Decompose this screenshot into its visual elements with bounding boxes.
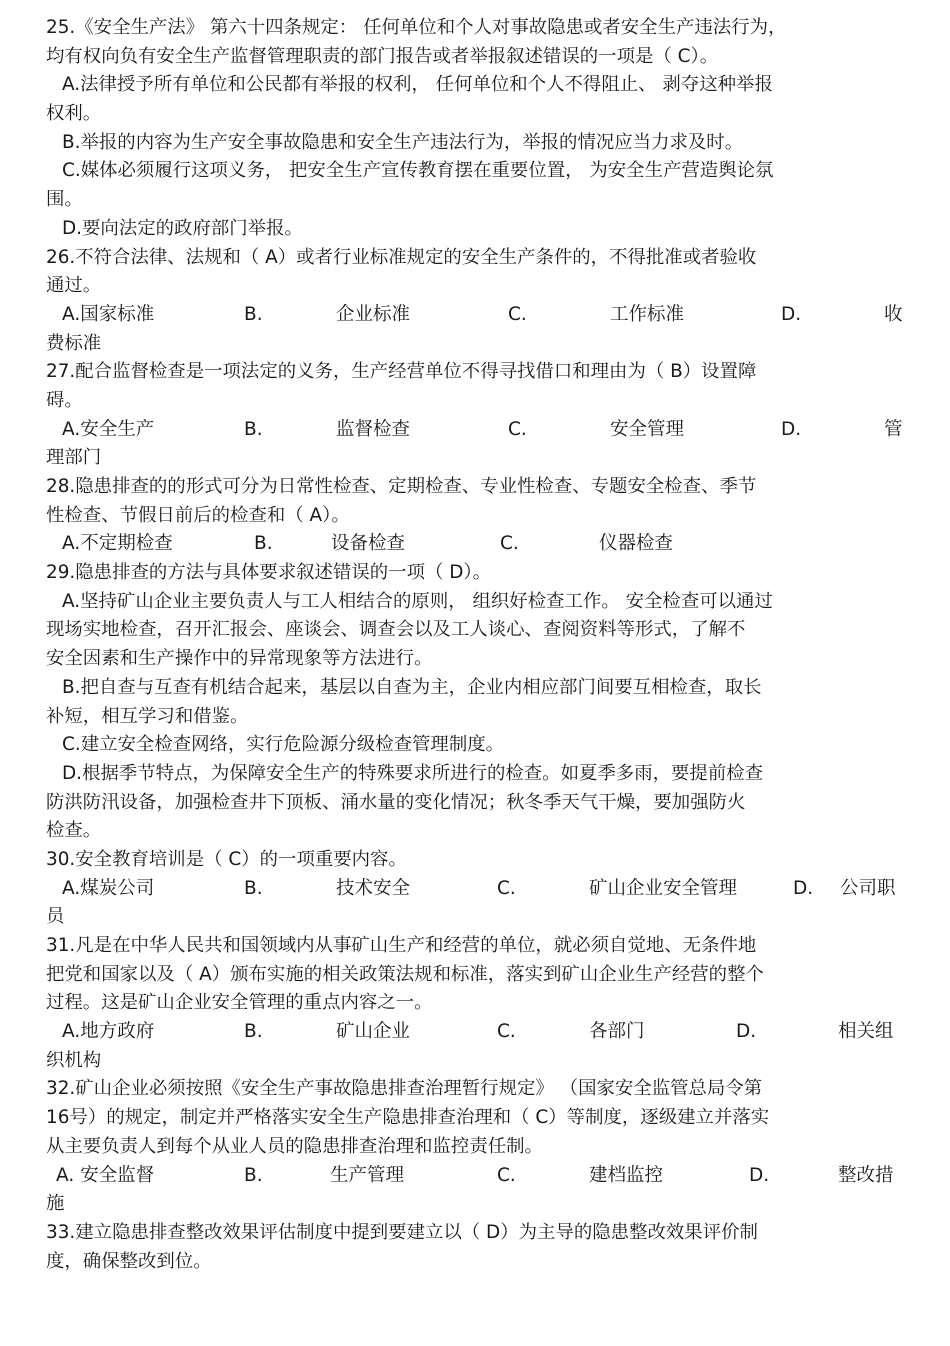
q30-choice-wrap: 员: [46, 906, 65, 928]
q25-option-c-line-2: 围。: [46, 189, 83, 211]
q27-stem-line-2: 碍。: [46, 389, 83, 411]
q28-choice-c-letter: C.: [500, 533, 519, 555]
q31-choice-c-text: 各部门: [589, 1021, 645, 1043]
q30-choice-d-text: 公司职: [840, 877, 896, 899]
q26-choice-b-text: 企业标准: [336, 303, 411, 325]
q29-option-a-line-2: 现场实地检查，召开汇报会、座谈会、调查会以及工人谈心、查阅资料等形式，了解不: [46, 619, 746, 641]
q28-stem-line-2: 性检查、节假日前后的检查和（ A）。: [46, 504, 350, 526]
q29-option-c: C.建立安全检查网络，实行危险源分级检查管理制度。: [62, 734, 505, 756]
q29-option-d-line-2: 防洪防汛设备，加强检查井下顶板、涌水量的变化情况；秋冬季天气干燥，要加强防火: [46, 791, 746, 813]
q26-stem-line-2: 通过。: [46, 275, 102, 297]
q27-choice-d-letter: D.: [781, 418, 802, 440]
q25-option-c-line-1: C.媒体必须履行这项义务， 把安全生产宣传教育摆在重要位置， 为安全生产营造舆论氛: [62, 160, 774, 182]
q27-stem-line-1: 27.配合监督检查是一项法定的义务，生产经营单位不得寻找借口和理由为（ B）设置障: [46, 361, 757, 383]
q33-stem-line-2: 度，确保整改到位。: [46, 1250, 212, 1272]
q28-choice-c-text: 仪器检查: [599, 533, 674, 555]
q29-option-a-line-1: A.坚持矿山企业主要负责人与工人相结合的原则， 组织好检查工作。 安全检查可以通过: [62, 590, 773, 612]
q30-choice-c-letter: C.: [497, 877, 516, 899]
q28-choice-b-letter: B.: [254, 533, 273, 555]
q27-choice-c-letter: C.: [508, 418, 527, 440]
q27-choice-wrap: 理部门: [46, 447, 102, 469]
q31-stem-line-2: 把党和国家以及（ A）颁布实施的相关政策法规和标准，落实到矿山企业生产经营的整个: [46, 963, 764, 985]
q32-stem-line-3: 从主要负责人到每个从业人员的隐患排查治理和监控责任制。: [46, 1135, 543, 1157]
q28-choice-row: [0, 530, 950, 559]
q26-choice-b-letter: B.: [244, 303, 263, 325]
q31-choice-b-letter: B.: [244, 1021, 263, 1043]
q25-option-b: B.举报的内容为生产安全事故隐患和安全生产违法行为，举报的情况应当力求及时。: [62, 131, 744, 153]
q25-option-a-line-1: A.法律授予所有单位和公民都有举报的权利， 任何单位和个人不得阻止、 剥夺这种举报: [62, 74, 773, 96]
q29-stem: 29.隐患排查的方法与具体要求叙述错误的一项（ D）。: [46, 562, 492, 584]
q32-choice-c-letter: C.: [497, 1164, 516, 1186]
q30-choice-d-letter: D.: [793, 877, 814, 899]
q28-choice-b-text: 设备检查: [331, 533, 406, 555]
q32-choice-b-text: 生产管理: [330, 1164, 405, 1186]
q31-stem-line-1: 31.凡是在中华人民共和国领域内从事矿山生产和经营的单位，就必须自觉地、无条件地: [46, 935, 757, 956]
q29-option-b-line-2: 补短，相互学习和借鉴。: [46, 705, 249, 727]
q30-choice-b-text: 技术安全: [336, 877, 411, 899]
q27-choice-d-text: 管: [884, 418, 903, 440]
q26-choice-d-letter: D.: [781, 303, 802, 325]
q28-stem-line-1: 28.隐患排查的的形式可分为日常性检查、定期检查、专业性检查、专题安全检查、季节: [46, 476, 757, 497]
q26-choice-wrap: 费标准: [46, 332, 102, 354]
q28-choice-a: A.不定期检查: [62, 533, 173, 555]
q29-option-a-line-3: 安全因素和生产操作中的异常现象等方法进行。: [46, 648, 433, 670]
q26-choice-a: A.国家标准: [62, 303, 155, 325]
q25-option-d: D.要向法定的政府部门举报。: [62, 217, 303, 239]
q31-stem-line-3: 过程。这是矿山企业安全管理的重点内容之一。: [46, 992, 433, 1014]
q31-choice-d-text: 相关组: [838, 1021, 894, 1043]
q32-choice-c-text: 建档监控: [589, 1164, 664, 1186]
document-page: [0, 14, 950, 1276]
q25-stem-line-2: 均有权向负有安全生产监督管理职责的部门报告或者举报叙述错误的一项是（ C）。: [46, 45, 719, 67]
q31-choice-b-text: 矿山企业: [336, 1021, 411, 1043]
q26-stem-line-1: 26.不符合法律、法规和（ A）或者行业标准规定的安全生产条件的，不得批准或者验收: [46, 246, 757, 268]
q26-choice-c-text: 工作标准: [610, 303, 685, 325]
q32-choice-row: [0, 1162, 950, 1191]
q29-option-b-line-1: B.把自查与互查有机结合起来，基层以自查为主，企业内相应部门间要互相检查，取长: [62, 676, 762, 698]
q32-choice-b-letter: B.: [244, 1164, 263, 1186]
q33-stem-line-1: 33.建立隐患排查整改效果评估制度中提到要建立以（ D）为主导的隐患整改效果评价制: [46, 1221, 758, 1243]
q26-choice-row: [0, 301, 950, 330]
q26-choice-c-letter: C.: [508, 303, 527, 325]
q32-choice-a: A. 安全监督: [56, 1164, 155, 1186]
q30-choice-c-text: 矿山企业安全管理: [589, 877, 738, 899]
q25-option-a-line-2: 权利。: [46, 103, 102, 125]
q31-choice-d-letter: D.: [736, 1021, 757, 1043]
q29-option-d-line-1: D.根据季节特点，为保障安全生产的特殊要求所进行的检查。如夏季多雨，要提前检查: [62, 762, 764, 784]
q27-choice-a: A.安全生产: [62, 418, 155, 440]
q30-choice-row: [0, 875, 950, 904]
q32-choice-d-text: 整改措: [838, 1164, 894, 1186]
q26-choice-d-text: 收: [884, 303, 903, 325]
q32-stem-line-1: 32.矿山企业必须按照《安全生产事故隐患排查治理暂行规定》 （国家安全监管总局令第: [46, 1078, 763, 1100]
q31-choice-c-letter: C.: [497, 1021, 516, 1043]
q30-stem: 30.安全教育培训是（ C）的一项重要内容。: [46, 848, 407, 870]
q31-choice-a: A.地方政府: [62, 1021, 155, 1043]
q32-choice-d-letter: D.: [749, 1164, 770, 1186]
q29-option-d-line-3: 检查。: [46, 820, 102, 842]
q31-choice-wrap: 织机构: [46, 1049, 102, 1071]
q32-stem-line-2: 16号）的规定，制定并严格落实安全生产隐患排查治理和（ C）等制度，逐级建立并落实: [46, 1107, 770, 1129]
q31-choice-row: [0, 1018, 950, 1047]
q27-choice-b-letter: B.: [244, 418, 263, 440]
q32-choice-wrap: 施: [46, 1193, 65, 1215]
q30-choice-a: A.煤炭公司: [62, 877, 155, 899]
q25-stem-line-1: 25.《安全生产法》 第六十四条规定： 任何单位和个人对事故隐患或者安全生产违法行为，: [46, 17, 787, 38]
q27-choice-b-text: 监督检查: [336, 418, 411, 440]
q27-choice-c-text: 安全管理: [610, 418, 685, 440]
q27-choice-row: [0, 416, 950, 445]
q30-choice-b-letter: B.: [244, 877, 263, 899]
